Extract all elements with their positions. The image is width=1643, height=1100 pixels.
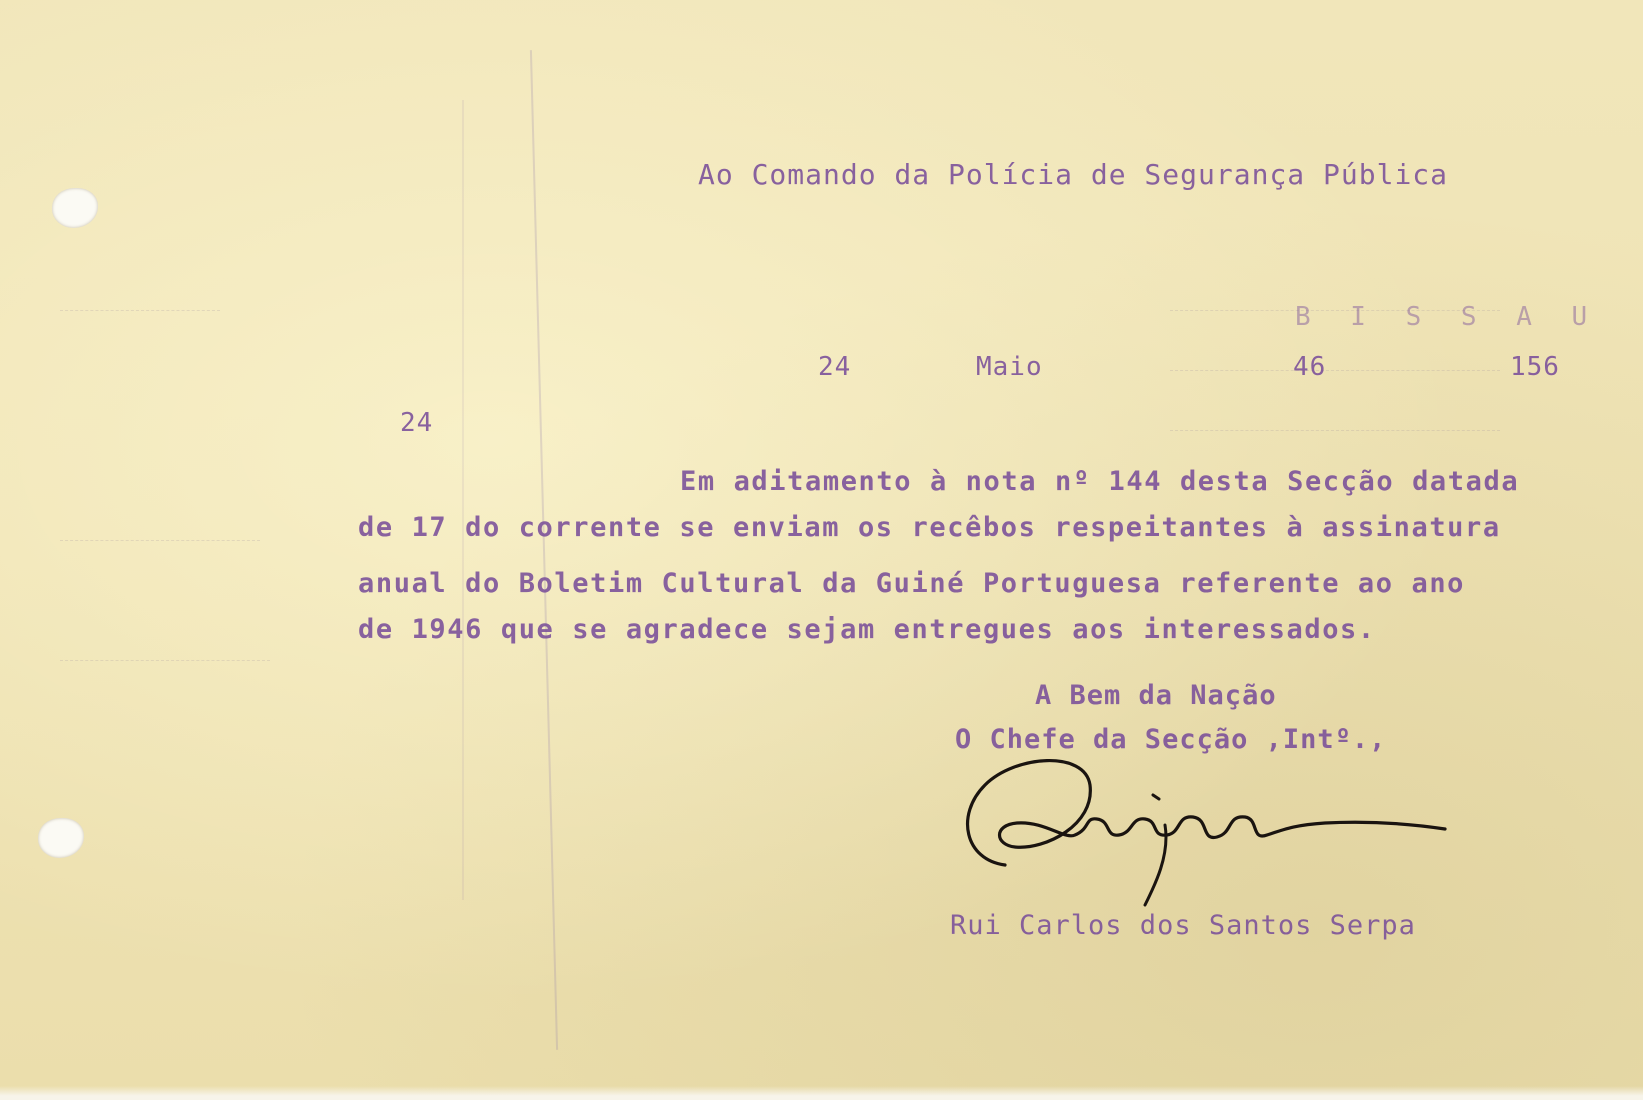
signer-title: O Chefe da Secção ,Intº., bbox=[955, 724, 1387, 755]
punch-hole-top bbox=[52, 188, 98, 228]
bleed-through-mark bbox=[60, 660, 270, 661]
side-number: 24 bbox=[400, 408, 434, 438]
bleed-through-rule bbox=[462, 100, 464, 900]
body-line-3: anual do Boletim Cultural da Guiné Portuguesa referente ao ano bbox=[358, 568, 1466, 599]
date-day: 24 bbox=[818, 352, 852, 382]
salutation: A Bem da Nação bbox=[1035, 680, 1277, 711]
bleed-through-mark bbox=[1170, 370, 1500, 371]
body-line-1: Em aditamento à nota nº 144 desta Secção datada bbox=[680, 466, 1520, 497]
body-line-4: de 1946 que se agradece sejam entregues aos interessados. bbox=[358, 614, 1376, 645]
signer-name: Rui Carlos dos Santos Serpa bbox=[950, 910, 1416, 941]
bleed-through-mark bbox=[1170, 430, 1500, 431]
date-month: Maio bbox=[976, 352, 1043, 382]
reference-number: 156 bbox=[1510, 352, 1560, 382]
bleed-through-rule bbox=[530, 50, 558, 1050]
date-year: 46 bbox=[1293, 352, 1327, 382]
place-line: B I S S A U bbox=[1295, 302, 1600, 332]
bleed-through-mark bbox=[60, 310, 220, 311]
addressee-line: Ao Comando da Polícia de Segurança Pública bbox=[698, 158, 1449, 191]
torn-edge bbox=[0, 1086, 1643, 1100]
handwritten-signature bbox=[955, 755, 1455, 915]
punch-hole-bottom bbox=[38, 818, 84, 858]
body-line-2: de 17 do corrente se enviam os recêbos respeitantes à assinatura bbox=[358, 512, 1501, 543]
bleed-through-mark bbox=[60, 540, 260, 541]
